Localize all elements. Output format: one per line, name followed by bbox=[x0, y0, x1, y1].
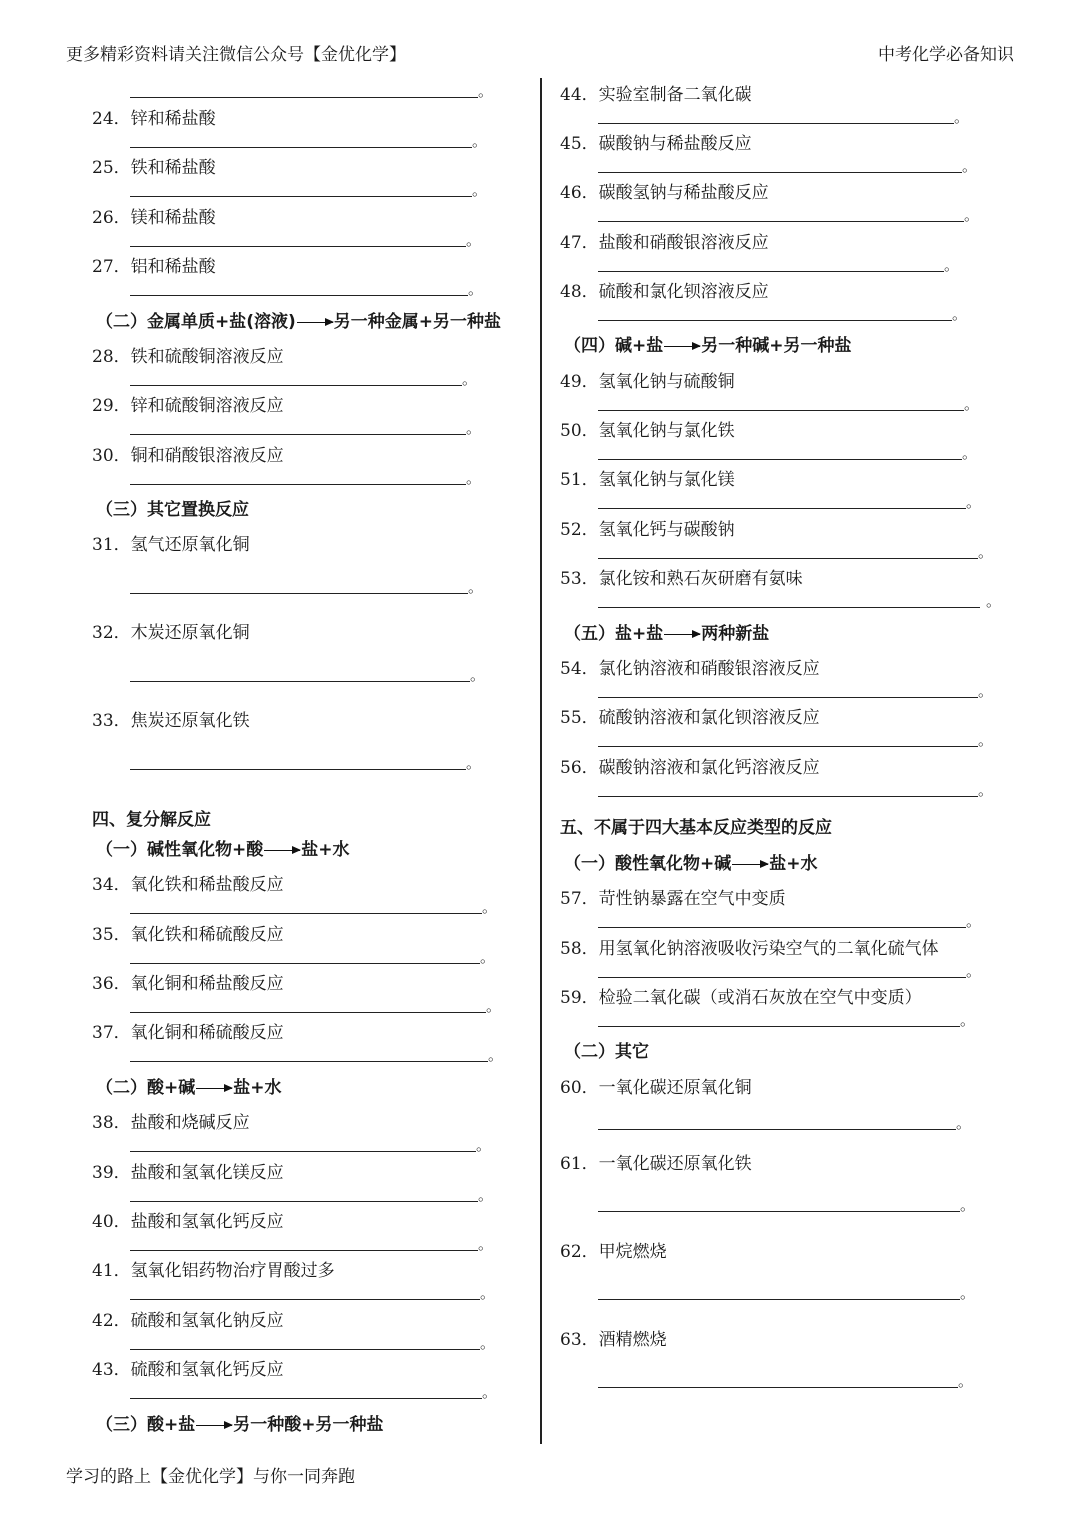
period: 。 bbox=[470, 666, 486, 684]
period: 。 bbox=[478, 1235, 494, 1253]
answer-line bbox=[598, 558, 978, 559]
period: 。 bbox=[462, 370, 478, 388]
period: 。 bbox=[480, 948, 496, 966]
answer-line bbox=[598, 746, 978, 747]
question-45: 45．碳酸钠与稀盐酸反应 bbox=[560, 134, 752, 154]
answer-line bbox=[598, 1129, 956, 1130]
answer-line bbox=[598, 1026, 960, 1027]
period: 。 bbox=[960, 1284, 976, 1302]
question-32: 32．木炭还原氧化铜 bbox=[92, 623, 250, 643]
answer-line bbox=[598, 796, 978, 797]
question-28: 28．铁和硫酸铜溶液反应 bbox=[92, 347, 284, 367]
section-heading-salt-salt: （五）盐+盐 两种新盐 bbox=[564, 624, 770, 644]
answer-line bbox=[598, 508, 966, 509]
question-56: 56．碳酸钠溶液和氯化钙溶液反应 bbox=[560, 758, 820, 778]
period: 。 bbox=[478, 82, 494, 100]
arrow-icon bbox=[664, 634, 700, 635]
period: 。 bbox=[472, 132, 488, 150]
question-44: 44．实验室制备二氧化碳 bbox=[560, 85, 752, 105]
question-63: 63．酒精燃烧 bbox=[560, 1330, 667, 1350]
period: 。 bbox=[480, 1334, 496, 1352]
period: 。 bbox=[952, 305, 968, 323]
page-footer: 学习的路上【金优化学】与你一同奔跑 bbox=[66, 1467, 355, 1487]
question-52: 52．氢氧化钙与碳酸钠 bbox=[560, 520, 735, 540]
period: 。 bbox=[960, 1196, 976, 1214]
period: 。 bbox=[978, 682, 994, 700]
period: 。 bbox=[480, 1284, 496, 1302]
answer-line bbox=[598, 320, 952, 321]
period: 。 bbox=[488, 1046, 504, 1064]
section-heading-metal-salt: （二）金属单质+盐(溶液) 另一种金属+另一种盐 bbox=[96, 312, 502, 332]
answer-line bbox=[598, 977, 966, 978]
question-60: 60．一氧化碳还原氧化铜 bbox=[560, 1078, 752, 1098]
period: 。 bbox=[958, 1372, 974, 1390]
question-49: 49．氢氧化钠与硫酸铜 bbox=[560, 372, 735, 392]
question-36: 36．氧化铜和稀盐酸反应 bbox=[92, 974, 284, 994]
period: 。 bbox=[966, 912, 982, 930]
arrow-icon bbox=[664, 346, 700, 347]
arrow-icon bbox=[732, 864, 768, 865]
answer-line bbox=[598, 927, 966, 928]
period: 。 bbox=[472, 181, 488, 199]
question-53: 53．氯化铵和熟石灰研磨有氨味 bbox=[560, 569, 803, 589]
question-33: 33．焦炭还原氧化铁 bbox=[92, 711, 250, 731]
period: 。 bbox=[468, 578, 484, 596]
question-40: 40．盐酸和氢氧化钙反应 bbox=[92, 1212, 284, 1232]
question-29: 29．锌和硫酸铜溶液反应 bbox=[92, 396, 284, 416]
period: 。 bbox=[476, 1136, 492, 1154]
answer-line bbox=[598, 410, 964, 411]
section-heading-acidic-oxide-base: （一）酸性氧化物+碱 盐+水 bbox=[564, 854, 818, 874]
section-heading-double-decomposition: 四、复分解反应 bbox=[92, 810, 211, 830]
answer-line bbox=[598, 123, 954, 124]
section-heading-other-replacement: （三）其它置换反应 bbox=[96, 500, 249, 520]
period: 。 bbox=[966, 493, 982, 511]
period: 。 bbox=[954, 108, 970, 126]
period: 。 bbox=[986, 592, 1002, 610]
question-35: 35．氧化铁和稀硫酸反应 bbox=[92, 925, 284, 945]
period: 。 bbox=[466, 754, 482, 772]
period: 。 bbox=[962, 444, 978, 462]
period: 。 bbox=[966, 962, 982, 980]
section-heading-basic-oxide-acid: （一）碱性氧化物+酸 盐+水 bbox=[96, 840, 350, 860]
question-30: 30．铜和硝酸银溶液反应 bbox=[92, 446, 284, 466]
section-heading-non-basic-reactions: 五、不属于四大基本反应类型的反应 bbox=[560, 818, 832, 838]
question-31: 31．氢气还原氧化铜 bbox=[92, 535, 250, 555]
page-header-right: 中考化学必备知识 bbox=[878, 45, 1014, 65]
period: 。 bbox=[468, 280, 484, 298]
question-37: 37．氧化铜和稀硫酸反应 bbox=[92, 1023, 284, 1043]
question-47: 47．盐酸和硝酸银溶液反应 bbox=[560, 233, 769, 253]
question-43: 43．硫酸和氢氧化钙反应 bbox=[92, 1360, 284, 1380]
answer-line bbox=[598, 459, 962, 460]
period: 。 bbox=[978, 731, 994, 749]
question-57: 57．苛性钠暴露在空气中变质 bbox=[560, 889, 786, 909]
question-55: 55．硫酸钠溶液和氯化钡溶液反应 bbox=[560, 708, 820, 728]
section-heading-base-salt: （四）碱+盐 另一种碱+另一种盐 bbox=[564, 336, 852, 356]
question-59: 59．检验二氧化碳（或消石灰放在空气中变质） bbox=[560, 988, 922, 1008]
question-41: 41．氢氧化铝药物治疗胃酸过多 bbox=[92, 1261, 335, 1281]
question-26: 26．镁和稀盐酸 bbox=[92, 208, 216, 228]
question-42: 42．硫酸和氢氧化钠反应 bbox=[92, 1311, 284, 1331]
question-34: 34．氧化铁和稀盐酸反应 bbox=[92, 875, 284, 895]
period: 。 bbox=[944, 256, 960, 274]
answer-line bbox=[598, 697, 978, 698]
period: 。 bbox=[486, 997, 502, 1015]
period: 。 bbox=[960, 1011, 976, 1029]
answer-line bbox=[598, 1211, 960, 1212]
period: 。 bbox=[466, 469, 482, 487]
section-heading-acid-salt: （三）酸+盐 另一种酸+另一种盐 bbox=[96, 1415, 384, 1435]
question-58: 58．用氢氧化钠溶液吸收污染空气的二氧化硫气体 bbox=[560, 939, 939, 959]
answer-line bbox=[598, 271, 944, 272]
answer-line bbox=[598, 172, 962, 173]
section-heading-acid-base: （二）酸+碱 盐+水 bbox=[96, 1078, 282, 1098]
question-46: 46．碳酸氢钠与稀盐酸反应 bbox=[560, 183, 769, 203]
section-heading-other: （二）其它 bbox=[564, 1042, 649, 1062]
answer-line bbox=[598, 1387, 958, 1388]
question-39: 39．盐酸和氢氧化镁反应 bbox=[92, 1163, 284, 1183]
period: 。 bbox=[478, 1186, 494, 1204]
question-38: 38．盐酸和烧碱反应 bbox=[92, 1113, 250, 1133]
period: 。 bbox=[964, 395, 980, 413]
period: 。 bbox=[482, 1383, 498, 1401]
answer-line bbox=[598, 607, 980, 608]
period: 。 bbox=[964, 206, 980, 224]
period: 。 bbox=[978, 781, 994, 799]
period: 。 bbox=[962, 157, 978, 175]
period: 。 bbox=[978, 543, 994, 561]
answer-line bbox=[598, 1299, 960, 1300]
period: 。 bbox=[466, 231, 482, 249]
page-header-left: 更多精彩资料请关注微信公众号【金优化学】 bbox=[66, 45, 406, 65]
period: 。 bbox=[482, 898, 498, 916]
question-25: 25．铁和稀盐酸 bbox=[92, 158, 216, 178]
period: 。 bbox=[956, 1114, 972, 1132]
question-27: 27．铝和稀盐酸 bbox=[92, 257, 216, 277]
question-54: 54．氯化钠溶液和硝酸银溶液反应 bbox=[560, 659, 820, 679]
question-61: 61．一氧化碳还原氧化铁 bbox=[560, 1154, 752, 1174]
answer-line bbox=[598, 221, 964, 222]
question-50: 50．氢氧化钠与氯化铁 bbox=[560, 421, 735, 441]
question-62: 62．甲烷燃烧 bbox=[560, 1242, 667, 1262]
question-48: 48．硫酸和氯化钡溶液反应 bbox=[560, 282, 769, 302]
question-51: 51．氢氧化钠与氯化镁 bbox=[560, 470, 735, 490]
period: 。 bbox=[466, 419, 482, 437]
question-24: 24．锌和稀盐酸 bbox=[92, 109, 216, 129]
